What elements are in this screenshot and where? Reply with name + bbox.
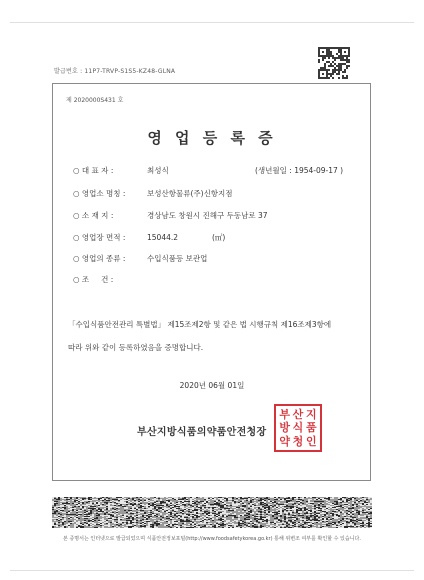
field-label: ○ 영업소 명칭 : bbox=[73, 189, 126, 198]
seal-char: 산 bbox=[292, 408, 304, 422]
official-seal bbox=[274, 404, 322, 452]
anti-forgery-pattern bbox=[52, 497, 372, 528]
issue-date: 2020년 06월 01일 bbox=[179, 381, 245, 390]
verification-footnote: 본 증명서는 인터넷으로 발급되었으며 식품안전정보포털(http://www.foodsafetykorea.go.kr) 통해 위변조 여부를 확인할 수 있습니다. bbox=[63, 536, 361, 542]
bottom-divider bbox=[10, 570, 414, 571]
document-number: 제 2020000S431 호 bbox=[66, 97, 124, 104]
seal-char: 부 bbox=[279, 408, 290, 422]
certification-text-line-1: 「수입식품안전관리 특별법」 제15조제2항 및 같은 법 시행규칙 제16조제3항에 bbox=[68, 320, 332, 329]
seal-char: 청 bbox=[292, 434, 304, 448]
field-label: ○ 소 재 지 : bbox=[73, 211, 114, 220]
seal-char: 식 bbox=[292, 421, 304, 435]
issue-number: 발급번호 : 11P7-TRVP-S1S5-KZ48-GLNA bbox=[54, 68, 176, 75]
field-value: 경상남도 창원시 진해구 두동남로 37 bbox=[147, 211, 268, 220]
area-unit: (㎡) bbox=[212, 233, 226, 242]
issuer-name: 부산지방식품의약품안전청장 bbox=[137, 427, 267, 438]
qr-code[interactable] bbox=[318, 47, 350, 79]
seal-char: 방 bbox=[279, 421, 290, 435]
seal-char: 인 bbox=[306, 434, 317, 448]
field-value: 보성산항물류(주)신항지점 bbox=[147, 189, 233, 198]
field-label: ○ 조 건 : bbox=[73, 275, 114, 284]
seal-char: 약 bbox=[279, 434, 290, 448]
seal-char: 지 bbox=[306, 408, 317, 422]
certification-text-line-2: 따라 위와 같이 등록하였음을 증명합니다. bbox=[68, 343, 204, 352]
top-divider bbox=[10, 22, 414, 23]
field-value: 15044.2 bbox=[147, 233, 179, 242]
field-value: 수입식품등 보관업 bbox=[147, 254, 208, 263]
field-label: ○ 대 표 자 : bbox=[73, 166, 114, 175]
certificate-title: 영 업 등 록 증 bbox=[147, 129, 277, 147]
field-label: ○ 영업의 종류 : bbox=[73, 254, 126, 263]
field-label: ○ 영업장 면적 : bbox=[73, 233, 126, 242]
seal-char: 품 bbox=[306, 421, 317, 435]
field-value: 최성식 bbox=[147, 166, 169, 175]
birth-date: (생년월일 : 1954-09-17 ) bbox=[255, 166, 344, 175]
